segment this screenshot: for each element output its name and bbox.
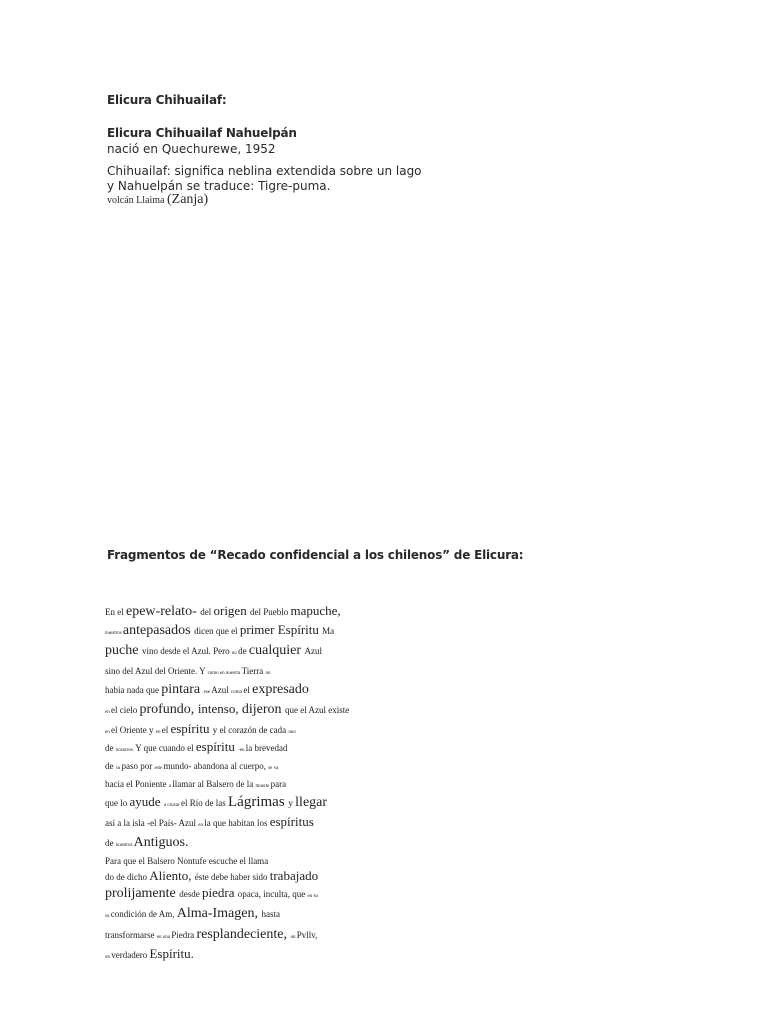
poem-word: y [288,798,296,808]
poem-word: En el [105,607,126,617]
poem-word: a [168,784,173,789]
poem-word: en [155,730,162,735]
poem-line [105,868,425,885]
poem-word: en [105,710,111,715]
fragments-heading: Fragmentos de “Recado confidencial a los chilenos” de Elicura: [107,548,524,562]
poem-word: que el Azul existe [285,705,350,715]
poem-word: no [265,671,271,676]
poem-word: hacia el Poniente [105,779,169,789]
poem-word: mapuche, [290,603,341,618]
poem-word: llegar [295,795,328,810]
poem-word: su [105,914,111,919]
poem-word: que lo [105,798,130,808]
page-title: Elicura Chihuailaf: [107,93,227,107]
poem-line [105,681,425,701]
poem-word: expresado [252,682,309,697]
poem-word: desde [179,889,203,899]
poem-fragment [105,602,425,966]
poem-line [105,946,425,966]
poem-word: el Oriente y [110,725,156,735]
poem-line [105,905,425,925]
poem-word: la brevedad [245,743,288,753]
poem-word: antepasados [122,623,195,638]
poem-line [105,721,425,740]
poem-word: para [270,779,287,789]
poem-word: puche [105,643,142,658]
volcano-note [107,192,208,208]
poem-word: cualquier [248,643,305,658]
author-full-name: Elicura Chihuailaf Nahuelpán [107,126,297,140]
poem-word: muerte [255,784,271,789]
poem-word: Espíritu. [149,946,194,961]
poem-line [105,885,425,905]
poem-word: en [198,823,205,828]
poem-word: Lágrimas [228,794,289,810]
poem-word: transformarse [105,930,157,940]
poem-word: opaca, inculta, que [237,889,308,899]
poem-line [105,814,425,834]
poem-word: el [243,685,253,695]
poem-word: llamar al Balsero de la [172,779,256,789]
poem-word: Y que cuando el [135,743,196,753]
poem-word: -en [238,748,246,753]
poem-word: de [238,646,249,656]
poem-line [105,794,425,814]
poem-word: del Pueblo [249,607,291,617]
poem-word: como en nuestra [207,671,242,676]
poem-word: pintara [161,682,204,697]
poem-word: nosotros. [115,748,136,753]
poem-word: nuestros [115,843,134,848]
poem-line [105,740,425,758]
poem-word: Aliento, [149,868,195,883]
poem-word: piedra [202,885,238,900]
poem-word: su [115,766,122,771]
volcano-label-large: (Zanja) [166,192,209,207]
poem-line [105,621,425,642]
poem-word: vino desde el Azul. Pero [141,646,232,656]
poem-word: el cielo [110,705,140,715]
poem-word: de [105,743,116,753]
poem-word: no [231,651,239,656]
poem-word: Azul [211,685,231,695]
poem-word: Piedra [171,930,197,940]
poem-word: espíritu [195,739,239,754]
poem-word: primer Espíritu [239,622,323,637]
poem-word: el Río de las [181,798,229,808]
poem-line [105,642,425,662]
poem-line [105,834,425,853]
poem-word: verdadero [111,950,150,960]
poem-word: do de dicho [105,872,150,882]
poem-line [105,925,425,946]
poem-word: Para que el Balsero Nontufe escuche el llama [105,856,269,866]
poem-word: espíritu [170,721,213,736]
poem-word: ese [203,690,212,695]
poem-word: origen [213,603,250,618]
poem-word: un [105,955,112,960]
poem-word: epew-relato- [126,604,201,619]
poem-word: trabajado [269,868,319,883]
poem-word: en su [307,894,318,899]
poem-line [105,853,425,868]
poem-line [105,776,425,794]
poem-word: uno [288,730,296,735]
poem-word: Antiguos. [133,835,189,850]
poem-word: un [290,935,297,940]
poem-line [105,662,425,681]
poem-word: éste debe haber sido [194,872,270,882]
poem-word: nuestros [105,631,123,636]
poem-word: en [105,730,111,735]
poem-word: de [105,761,116,771]
poem-word: había nada que [105,685,162,695]
poem-word: este [154,766,164,771]
poem-word: la que habitan los [204,818,270,828]
name-meaning-line-1: Chihuailaf: significa neblina extendida sobre un lago [107,164,422,178]
poem-word: Alma-Imagen, [176,906,262,921]
poem-word: así a la isla -el País- Azul [105,818,199,828]
poem-line [105,602,425,621]
poem-word: intenso, [197,701,242,716]
poem-word: paso por [121,761,155,771]
poem-word: Tierra [241,666,266,676]
poem-word: profundo, [139,702,198,717]
name-meaning-line-2: y Nahuelpán se traduce: Tigre-puma. [107,179,331,193]
poem-word: Pvllv, [296,930,318,940]
poem-word: sino del Azul del Oriente. Y [105,666,208,676]
poem-word: espíritus [269,814,314,829]
poem-word: prolijamente [105,886,180,901]
poem-word: del [200,607,214,617]
poem-word: dijeron [241,702,286,717]
poem-word: el [161,725,171,735]
poem-word: Azul [304,646,323,656]
poem-word: ayude [129,794,164,809]
poem-word: de [105,838,116,848]
poem-word: y el corazón de cada [212,725,289,735]
poem-word: se va [268,766,279,771]
poem-word: a cruzar [163,803,182,808]
poem-word: condición de Am, [110,909,177,919]
poem-word: Ma [322,626,335,636]
poem-word: hasta [261,909,280,919]
poem-word: en una [156,935,172,940]
poem-word: resplandeciente, [196,927,291,942]
poem-word: como [231,690,244,695]
poem-line [105,758,425,776]
volcano-label: volcán Llaima [107,195,167,206]
birth-info: nació en Quechurewe, 1952 [107,142,276,156]
poem-word: mundo- abandona al cuerpo, [163,761,269,771]
poem-line [105,701,425,721]
poem-word: dicen que el [194,626,240,636]
